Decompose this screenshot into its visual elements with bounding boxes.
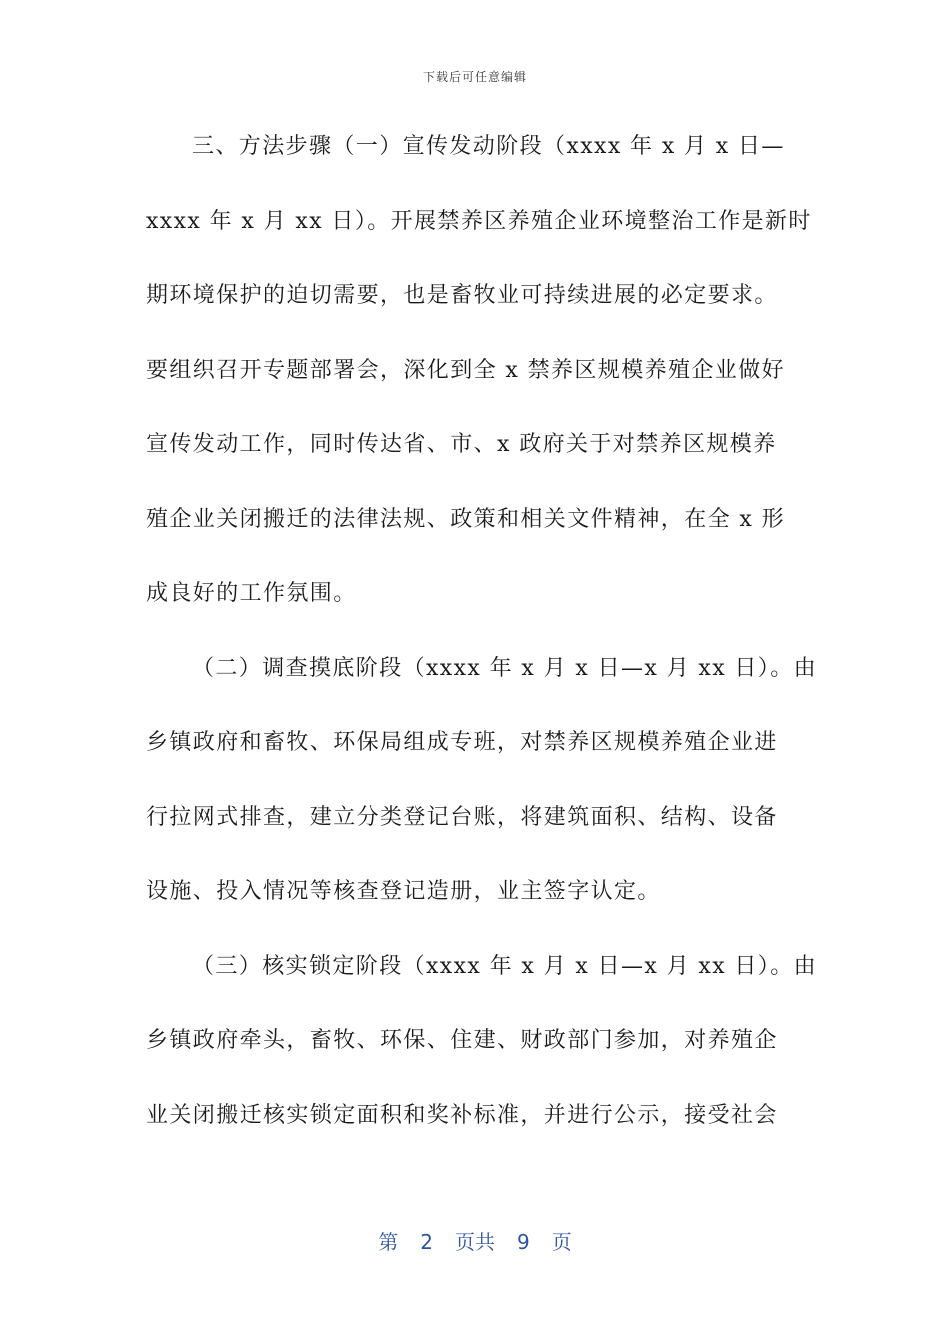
paragraph-line: 三、方法步骤（一）宣传发动阶段（xxxx 年 x 月 x 日— <box>192 134 785 159</box>
paragraph-line: 殖企业关闭搬迁的法律法规、政策和相关文件精神，在全 x 形 <box>146 506 785 532</box>
paragraph-line: 业关闭搬迁核实锁定面积和奖补标准，并进行公示，接受社会 <box>146 1102 778 1128</box>
paragraph-line: 成良好的工作氛围。 <box>146 581 357 606</box>
header-note: 下载后可任意编辑 <box>422 70 527 84</box>
paragraph-line: （三）核实锁定阶段（xxxx 年 x 月 x 日—x 月 xx 日）。由 <box>192 953 818 979</box>
paragraph-line: 要组织召开专题部署会，深化到全 x 禁养区规模养殖企业做好 <box>146 357 785 383</box>
paragraph-line: （二）调查摸底阶段（xxxx 年 x 月 x 日—x 月 xx 日）。由 <box>192 655 818 681</box>
page-total: 9 <box>517 1230 530 1254</box>
paragraph-line: 乡镇政府牵头，畜牧、环保、住建、财政部门参加，对养殖企 <box>146 1028 778 1053</box>
paragraph-line: 设施、投入情况等核查登记造册，业主签字认定。 <box>146 879 661 904</box>
page-suffix: 页 <box>551 1230 572 1254</box>
page-footer <box>0 1226 950 1255</box>
document-body <box>146 130 818 1173</box>
page-prefix: 第 <box>378 1230 399 1254</box>
page-mid: 页共 <box>455 1230 495 1254</box>
paragraph-line: 乡镇政府和畜牧、环保局组成专班，对禁养区规模养殖企业进 <box>146 730 778 755</box>
paragraph-line: 行拉网式排查，建立分类登记台账，将建筑面积、结构、设备 <box>146 804 778 830</box>
page-current: 2 <box>420 1230 433 1254</box>
paragraph-line: 宣传发动工作，同时传达省、市、x 政府关于对禁养区规模养 <box>146 432 777 457</box>
paragraph-line: 期环境保护的迫切需要，也是畜牧业可持续进展的必定要求。 <box>146 283 778 308</box>
paragraph-line: xxxx 年 x 月 xx 日）。开展禁养区养殖企业环境整治工作是新时 <box>146 208 812 234</box>
